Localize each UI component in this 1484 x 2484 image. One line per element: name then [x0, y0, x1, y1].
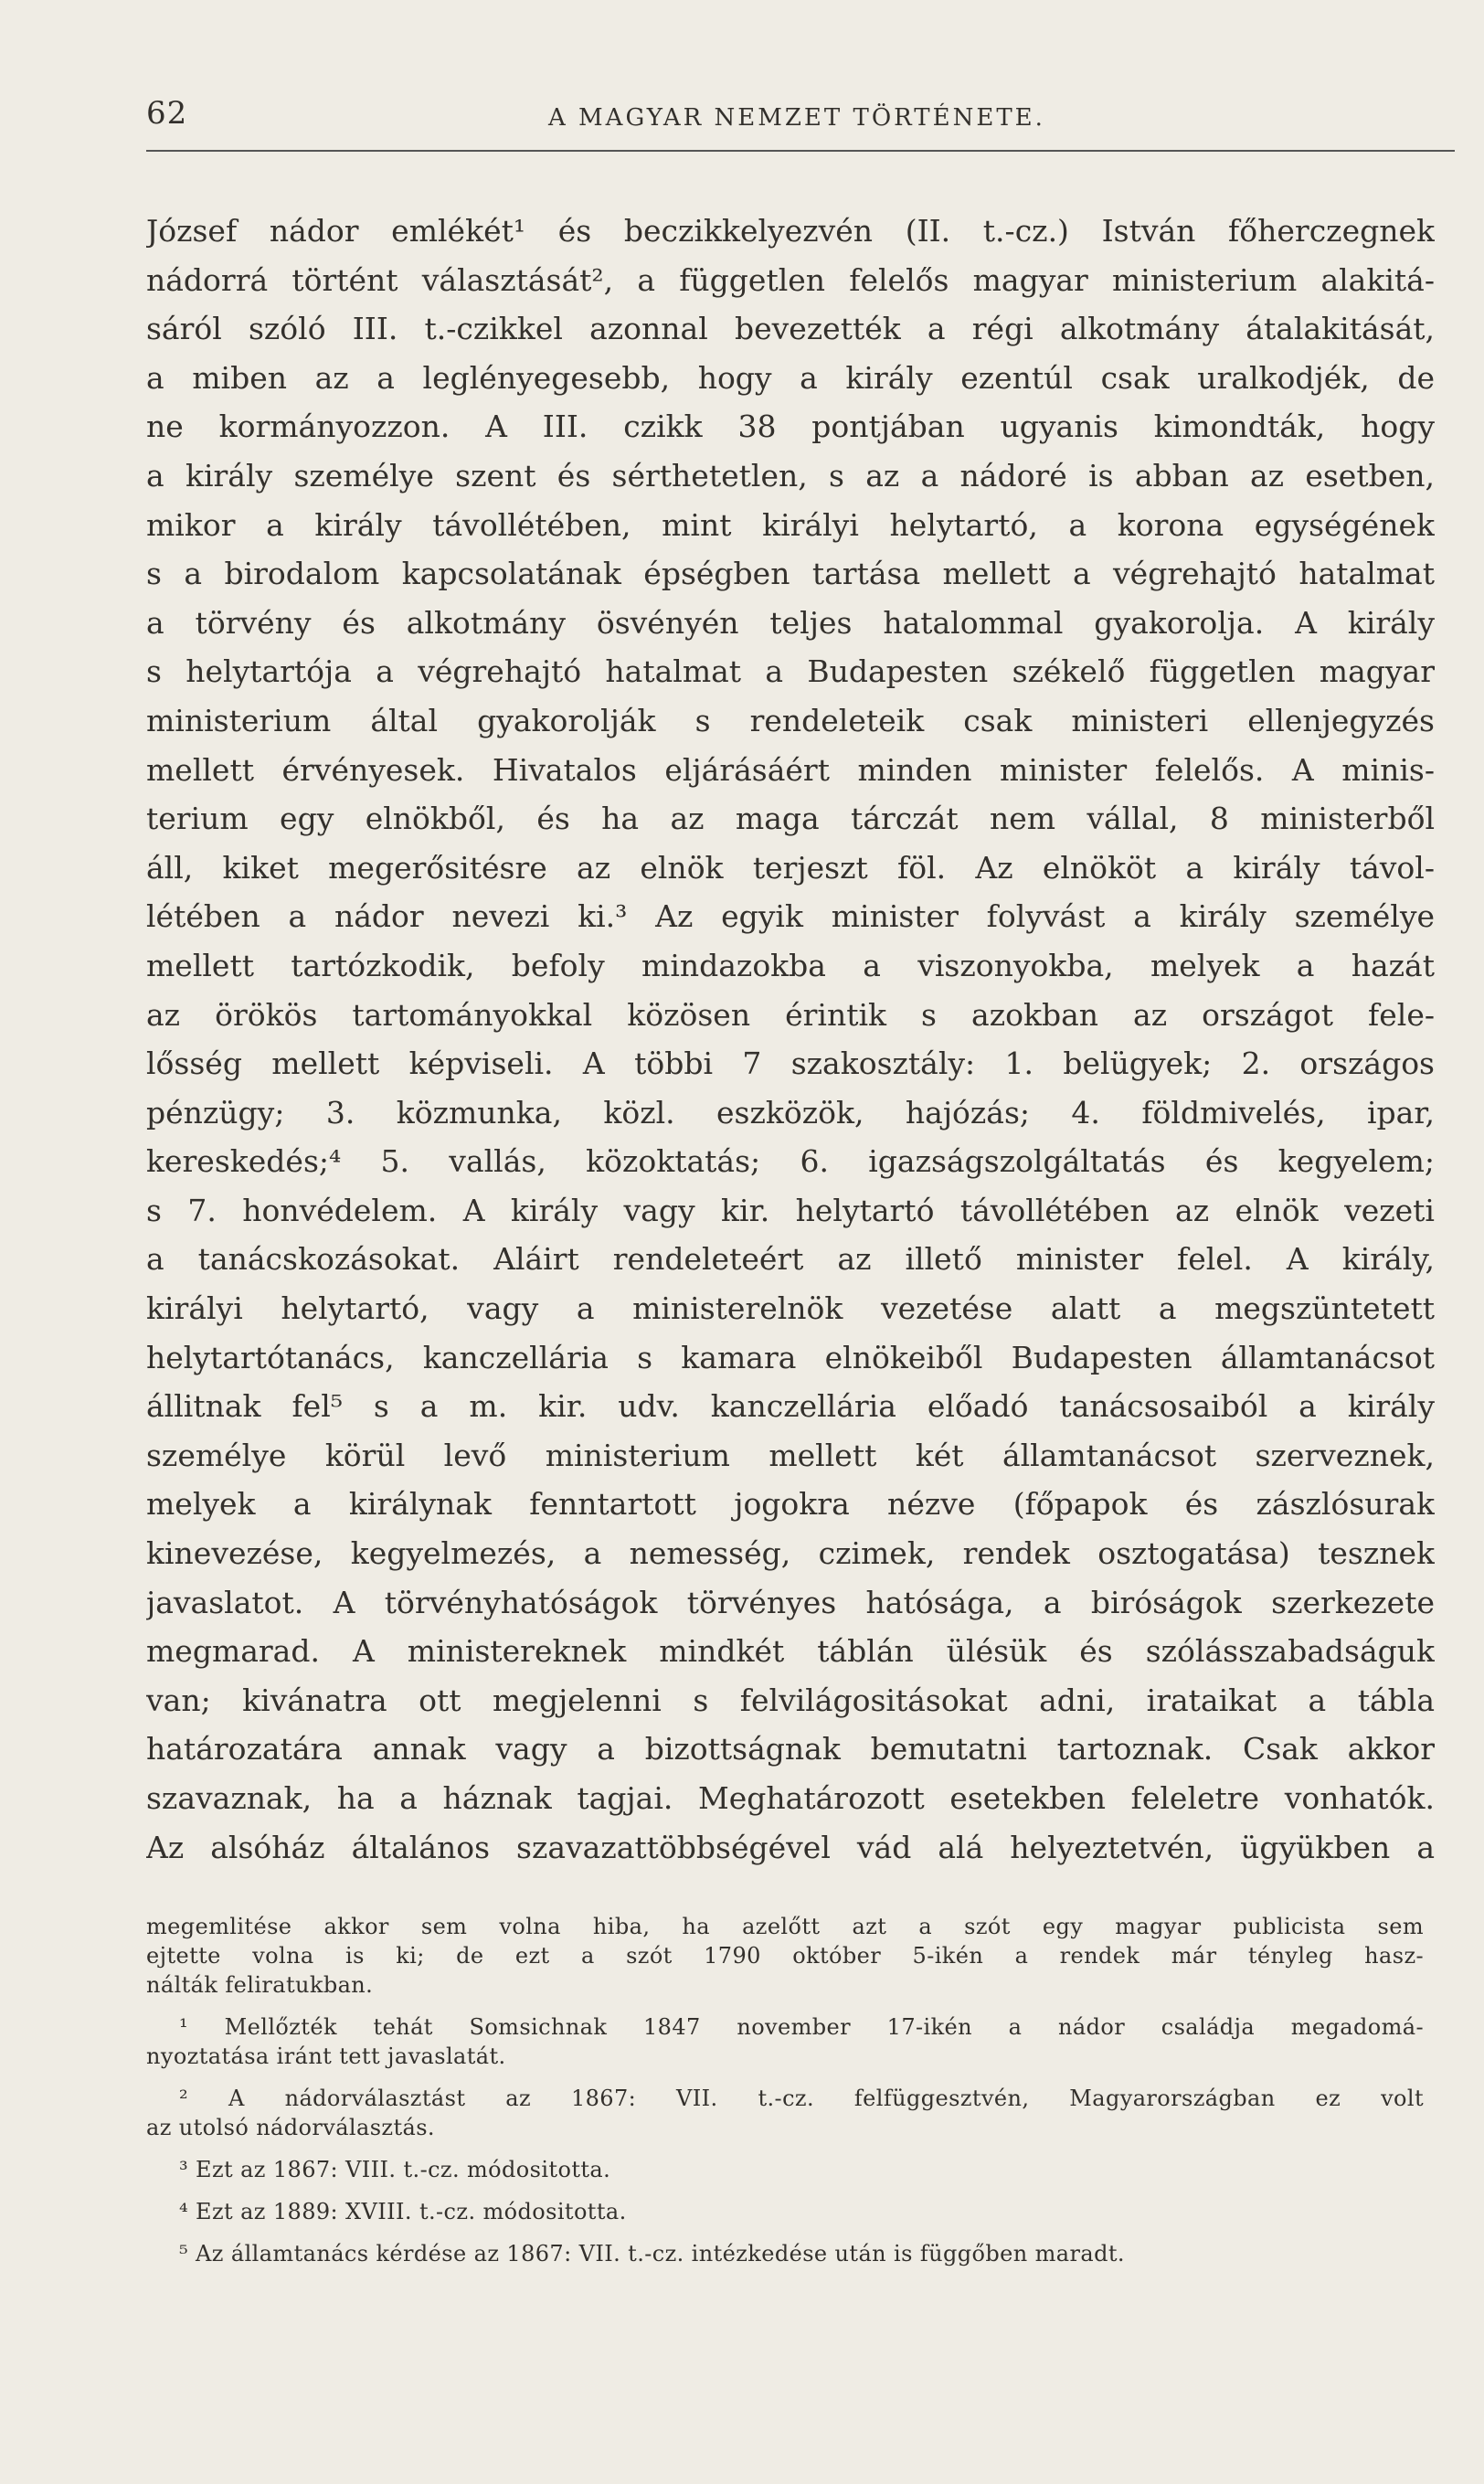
main-text [146, 207, 1435, 1872]
text-line: mellett tartózkodik, befoly mindazokba a viszonyokba, melyek a hazát [146, 947, 1435, 983]
footnote-5-line: ⁵ Az államtanács kérdése az 1867: VII. t.-cz. intézkedése után is függőben maradt. [179, 2241, 1125, 2266]
text-line: sáról szóló III. t.-czikkel azonnal bevezették a régi alkotmány átalakitását, [146, 311, 1435, 347]
footnote-continuation-line: ejtette volna is ki; de ezt a szót 1790 október 5-ikén a rendek már tényleg hasz- [146, 1943, 1424, 1969]
text-line: megmarad. A ministereknek mindkét táblán ülésük és szólásszabadságuk [146, 1633, 1435, 1670]
text-line: szavaznak, ha a háznak tagjai. Meghatározott esetekben feleletre vonhatók. [146, 1780, 1435, 1816]
footnote-3-line: ³ Ezt az 1867: VIII. t.-cz. módositotta. [179, 2157, 611, 2182]
text-line: a törvény és alkotmány ösvényén teljes hatalommal gyakorolja. A király [146, 604, 1435, 641]
text-line: állitnak fel⁵ s a m. kir. udv. kanczellária előadó tanácsosaiból a király [146, 1388, 1435, 1425]
text-line: s helytartója a végrehajtó hatalmat a Budapesten székelő független magyar [146, 653, 1435, 690]
text-line: nádorrá történt választását², a független felelős magyar ministerium alakitá- [146, 261, 1435, 298]
footnote-gap [146, 2184, 1424, 2197]
text-line: mellett érvényesek. Hivatalos eljárásáért minden minister felelős. A minis- [146, 751, 1435, 788]
running-title: A MAGYAR NEMZET TÖRTÉNETE. [548, 104, 1045, 132]
text-line: Az alsóház általános szavazattöbbségével vád alá helyeztetvén, ügyükben a [146, 1829, 1435, 1865]
text-line: létében a nádor nevezi ki.³ Az egyik minister folyvást a király személye [146, 898, 1435, 935]
text-line: kinevezése, kegyelmezés, a nemesség, czimek, rendek osztogatása) tesznek [146, 1535, 1435, 1572]
text-line: helytartótanács, kanczellária s kamara elnökeiből Budapesten államtanácsot [146, 1339, 1435, 1375]
text-line: ne kormányozzon. A III. czikk 38 pontjában ugyanis kimondták, hogy [146, 409, 1435, 445]
text-line: melyek a királynak fenntartott jogokra nézve (főpapok és zászlósurak [146, 1486, 1435, 1523]
text-line: javaslatot. A törvényhatóságok törvényes hatósága, a biróságok szerkezete [146, 1584, 1435, 1620]
footnote-continuation-line: nálták feliratukban. [146, 1972, 374, 1998]
footnote-1-line: nyoztatása iránt tett javaslatát. [146, 2043, 506, 2069]
footnote-gap [146, 2226, 1424, 2239]
footnote-continuation-line: megemlitése akkor sem volna hiba, ha azelőtt azt a szót egy magyar publicista sem [146, 1914, 1424, 1939]
text-line: az örökös tartományokkal közösen érintik s azokban az országot fele- [146, 996, 1435, 1033]
footnotes [146, 1912, 1424, 2268]
text-line: lősség mellett képviseli. A többi 7 szakosztály: 1. belügyek; 2. országos [146, 1046, 1435, 1082]
text-line: királyi helytartó, vagy a ministerelnök vezetése alatt a megszüntetett [146, 1290, 1435, 1327]
text-line: személye körül levő ministerium mellett két államtanácsot szerveznek, [146, 1437, 1435, 1473]
footnote-2-line: az utolsó nádorválasztás. [146, 2115, 435, 2140]
page-number: 62 [146, 95, 188, 132]
text-line: kereskedés;⁴ 5. vallás, közoktatás; 6. igazságszolgáltatás és kegyelem; [146, 1143, 1435, 1180]
text-line: s a birodalom kapcsolatának épségben tartása mellett a végrehajtó hatalmat [146, 556, 1435, 592]
text-line: van; kivánatra ott megjelenni s felvilágositásokat adni, irataikat a tábla [146, 1682, 1435, 1718]
text-line: a király személye szent és sérthetetlen, s az a nádoré is abban az esetben, [146, 457, 1435, 494]
footnote-2-line: ² A nádorválasztást az 1867: VII. t.-cz. felfüggesztvén, Magyarországban ez volt [179, 2086, 1424, 2111]
footnote-1-line: ¹ Mellőzték tehát Somsichnak 1847 november 17-ikén a nádor családja megadomá- [179, 2014, 1424, 2040]
text-line: terium egy elnökből, és ha az maga tárczát nem vállal, 8 ministerből [146, 801, 1435, 837]
footnote-gap [146, 2142, 1424, 2155]
footnote-gap [146, 2000, 1424, 2012]
text-line: József nádor emlékét¹ és beczikkelyezvén (II. t.-cz.) István főherczegnek [146, 213, 1435, 249]
footnote-gap [146, 2071, 1424, 2084]
text-line: pénzügy; 3. közmunka, közl. eszközök, hajózás; 4. földmivelés, ipar, [146, 1094, 1435, 1131]
footnote-4-line: ⁴ Ezt az 1889: XVIII. t.-cz. módositotta. [179, 2199, 627, 2224]
text-line: áll, kiket megerősitésre az elnök terjeszt föl. Az elnököt a király távol- [146, 849, 1435, 886]
text-line: határozatára annak vagy a bizottságnak bemutatni tartoznak. Csak akkor [146, 1731, 1435, 1767]
text-line: s 7. honvédelem. A király vagy kir. helytartó távollétében az elnök vezeti [146, 1192, 1435, 1228]
text-line: a miben az a leglényegesebb, hogy a király ezentúl csak uralkodjék, de [146, 359, 1435, 396]
page-header [146, 95, 1455, 152]
text-line: a tanácskozásokat. Aláirt rendeleteért az illető minister felel. A király, [146, 1241, 1435, 1278]
text-line: mikor a király távollétében, mint királyi helytartó, a korona egységének [146, 506, 1435, 543]
text-line: ministerium által gyakorolják s rendeleteik csak ministeri ellenjegyzés [146, 702, 1435, 738]
